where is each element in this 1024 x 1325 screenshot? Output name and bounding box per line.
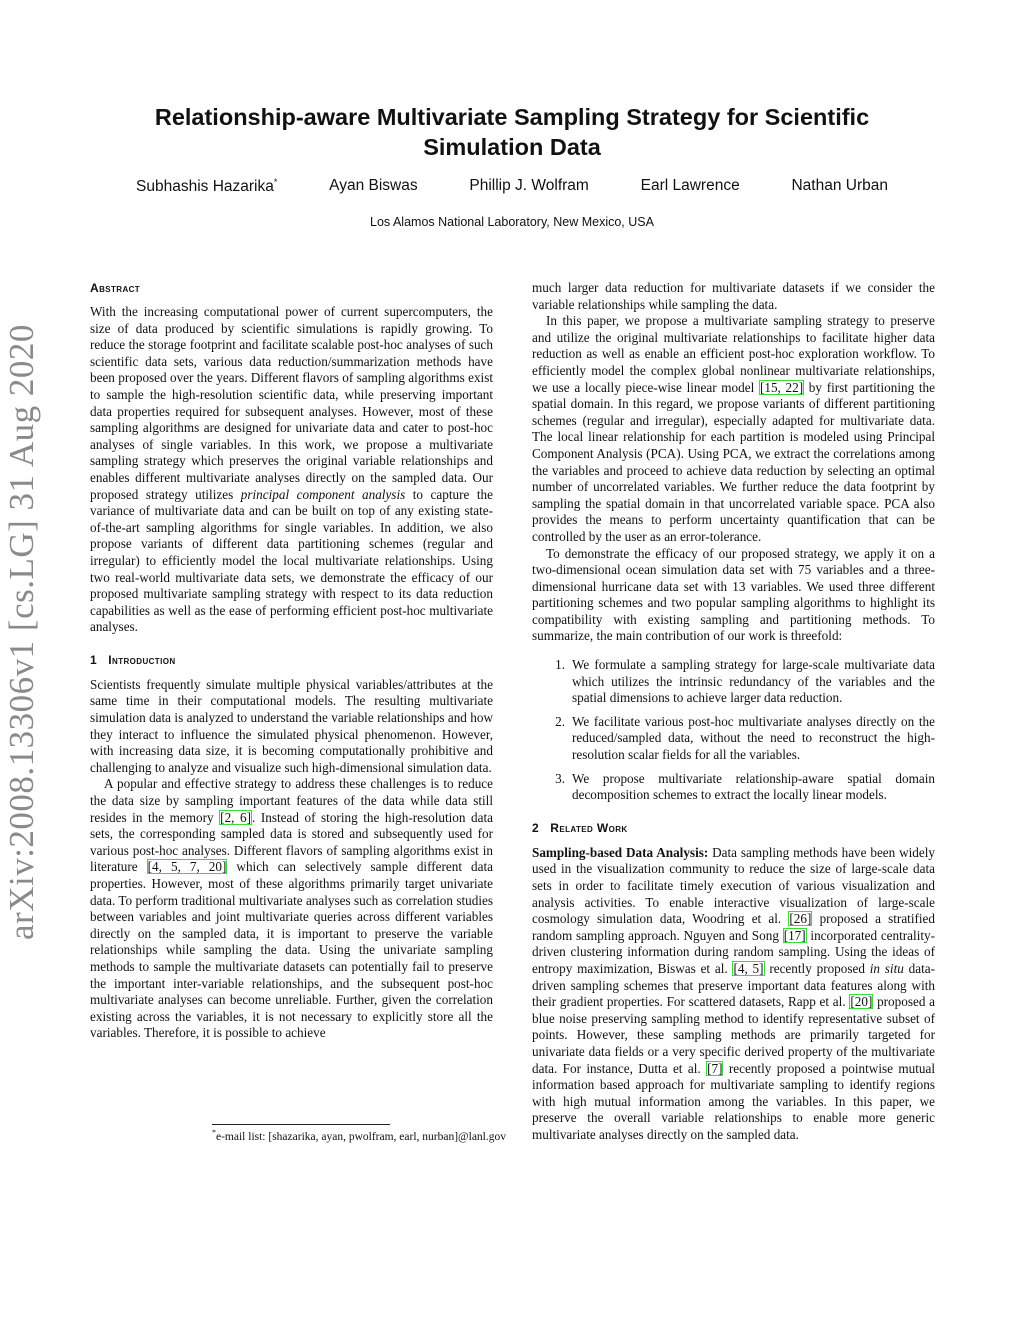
related-work-heading: 2 Related Work	[532, 820, 628, 835]
related-work-paragraph: Sampling-based Data Analysis: Data sampling methods have been widely used in the visualization community to reduce the size of large-scale data sets in order to facilitate timely execution of various visualization and analysis activities. To enable interactive visualization of large-scale cosmology simulation data, Woodring et al. [26] proposed a stratified random sampling approach. Nguyen and Song [17] incorporated centrality-driven clustering information during random sampling. Using the ideas of entropy maximization, Biswas et al. [4, 5] recently proposed in situ data-driven sampling schemes that preserve important data features along with their gradient properties. For scattered datasets, Rapp et al. [20] proposed a blue noise preserving sampling method to identify representative subset of points. However, these sampling methods are primarily targeted for univariate data fields or a very specific derived property of the multivariate data. For instance, Dutta et al. [7] recently proposed a pointwise mutual information based approach for multivariate sampling to identify regions with high mutual information among the variables. In this paper, we preserve the overall variable relationships to enable more generic multivariate analyses directly on the sampled data.	[532, 844, 936, 1142]
citation-link[interactable]: [2, 6]	[220, 809, 251, 825]
arxiv-identifier: arXiv:2008.13306v1 [cs.LG] 31 Aug 2020	[2, 324, 41, 940]
introduction-heading: 1 Introduction	[90, 652, 176, 667]
list-item: 2. We facilitate various post-hoc multivariate analyses directly on the reduced/sampled data, without the need to reconstruct the high-resolution scalar fields for all the variables.	[555, 713, 935, 763]
citation-link[interactable]: [15, 22]	[759, 379, 804, 395]
footnote: *e-mail list: [shazarika, ayan, pwolfram, earl, nurban]@lanl.gov	[212, 1128, 506, 1143]
intro-paragraph: In this paper, we propose a multivariate sampling strategy to preserve and utilize the original multivariate relationships to facilitate higher data reduction as well as enable an efficient post-hoc exploration workflow. To efficiently model the complex global nonlinear multivariate relationships, we use a locally piece-wise linear model [15, 22] by first partitioning the spatial domain. In this regard, we propose variants of different partitioning schemes (regular and irregular), especially adapted for multivariate data. The local linear relationship for each partition is modeled using Principal Component Analysis (PCA). Using PCA, we extract the correlations among the variables and proceed to achieve data reduction by selecting an optimal number of uncorrelated variables. We further reduce the data footprint by sampling the spatial domain in that uncorrelated variable space. PCA also provides the means to perform uncertainty quantification that can be controlled by the user as an error-tolerance.	[532, 313, 935, 544]
citation-link[interactable]: [17]	[783, 927, 806, 943]
citation-link[interactable]: [7]	[707, 1060, 723, 1076]
citation-link[interactable]: [4, 5, 7, 20]	[147, 859, 227, 875]
citation-link[interactable]: [4, 5]	[733, 960, 764, 976]
author: Subhashis Hazarika*	[136, 177, 278, 196]
list-item: 3. We propose multivariate relationship-aware spatial domain decomposition schemes to extract the locally linear models.	[555, 770, 935, 803]
abstract-text: With the increasing computational power of current supercomputers, the size of data produced by scientific simulations is rapidly growing. To reduce the storage footprint and facilitate scalable post-hoc analyses of such scientific data sets, various data reduction/summarization methods have been proposed over the years. Different flavors of sampling algorithms exist to sample the high-resolution scientific data, while preserving important data properties required for subsequent analyses. However, most of these sampling algorithms are designed for univariate data and cater to post-hoc analyses of single variables. In this work, we propose a multivariate sampling strategy which preserves the original variable relationships and enables different multivariate analyses directly on the sampled data. Our proposed strategy utilizes principal component analysis to capture the variance of multivariate data and can be built on top of any existing state-of-the-art sampling algorithms for single variables. In addition, we also propose variants of different data partitioning schemes (regular and irregular) to efficiently model the local multivariate relationships. Using two real-world multivariate data sets, we demonstrate the efficacy of our proposed multivariate sampling strategy with respect to its data reduction capabilities as well as the ease of performing efficient post-hoc multivariate analyses.	[90, 304, 493, 635]
abstract-heading: Abstract	[90, 281, 141, 295]
author: Phillip J. Wolfram	[469, 177, 589, 194]
intro-paragraph: To demonstrate the efficacy of our proposed strategy, we apply it on a two-dimensional ocean simulation data set with 75 variables and a three-dimensional hurricane data set with 13 variables. We used three different partitioning schemes and two popular sampling algorithms to highlight its compatibility with existing sampling and partitioning methods. To summarize, the main contribution of our work is threefold:	[532, 545, 935, 644]
left-column	[90, 280, 493, 1042]
contribution-list	[532, 657, 935, 804]
affiliation: Los Alamos National Laboratory, New Mexico, USA	[370, 215, 654, 229]
citation-link[interactable]: [26]	[789, 911, 812, 927]
intro-paragraph: A popular and effective strategy to address these challenges is to reduce the data size by sampling important features of the data while data still resides in the memory [2, 6]. Instead of storing the high-resolution data sets, the corresponding sampled data is stored and subsequently used for various post-hoc analyses. Different flavors of sampling algorithms exist in literature [4, 5, 7, 20] which can selectively sample different data properties. However, most of these algorithms primarily target univariate data. To perform traditional multivariate analyses such as correlation studies between variables and joint multivariate queries across different variables directly on the sampled data, it is important to preserve the variable relationships while sampling the data. Using the univariate sampling methods to sample the multivariate datasets can potentially fail to preserve the important inter-variable relationships, and the subsequent post-hoc multivariate analyses can become unreliable. Further, given the correlation existing across the variables, it is not necessary to explicitly store all the variables. Therefore, it is possible to achieve	[90, 776, 493, 1041]
author: Nathan Urban	[791, 177, 888, 194]
author: Ayan Biswas	[329, 177, 418, 194]
paper-title: Relationship-aware Multivariate Sampling Strategy for Scientific Simulation Data	[154, 104, 870, 160]
footnote-divider	[212, 1124, 390, 1125]
intro-paragraph: Scientists frequently simulate multiple physical variables/attributes at the same time in their computational models. The resulting multivariate simulation data is analyzed to understand the variable relationships and how they interact to influence the simulated physical phenomenon. However, with increasing data size, it is becoming computationally prohibitive and challenging to analyze and visualize such high-dimensional simulation data.	[90, 676, 493, 775]
right-column	[532, 280, 935, 1144]
list-item: 1. We formulate a sampling strategy for large-scale multivariate data which utilizes the intrinsic redundancy of the variables and the spatial dimensions to achieve larger data reduction.	[555, 657, 935, 706]
author-list	[136, 177, 888, 196]
intro-paragraph: much larger data reduction for multivariate datasets if we consider the variable relationships while sampling the data.	[532, 280, 935, 312]
author: Earl Lawrence	[640, 177, 740, 194]
citation-link[interactable]: [20]	[850, 994, 873, 1010]
